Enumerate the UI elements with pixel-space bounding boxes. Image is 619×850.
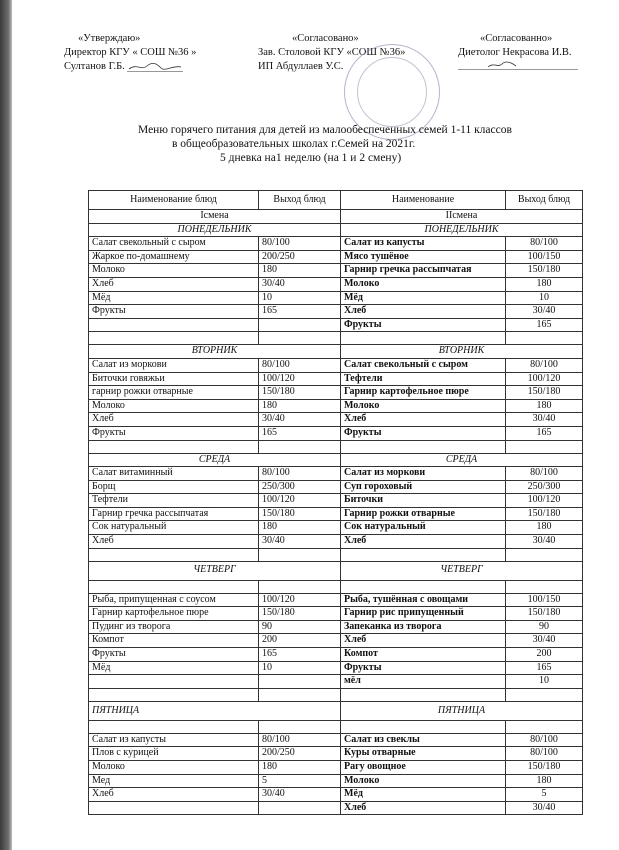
portion-shift-1: 180	[259, 521, 341, 535]
day-name-shift-1: ПОНЕДЕЛЬНИК	[89, 223, 341, 237]
dish-name-shift-1: Фрукты	[89, 426, 259, 440]
empty-cell	[341, 440, 506, 453]
approval-title: «Утверждаю»	[78, 33, 141, 44]
dish-name-shift-1: Молоко	[89, 399, 259, 413]
signature-icon	[458, 60, 578, 70]
dish-name-shift-2: Рыба, тушённая с овощами	[341, 593, 506, 607]
dish-name-shift-1: Плов с курицей	[89, 747, 259, 761]
portion-shift-2: 80/100	[506, 733, 583, 747]
portion-shift-1: 180	[259, 761, 341, 775]
portion-shift-2: 180	[506, 277, 583, 291]
menu-item-row	[89, 507, 583, 521]
approval-position: Зав. Столовой КГУ «СОШ №36»	[258, 47, 406, 58]
dish-name-shift-2: Биточки	[341, 494, 506, 508]
dish-name-shift-1: Салат из капусты	[89, 733, 259, 747]
dish-name-shift-1: Хлеб	[89, 788, 259, 802]
portion-shift-2: 30/40	[506, 413, 583, 427]
dish-name-shift-1: Мёд	[89, 661, 259, 675]
approval-person	[64, 60, 196, 74]
portion-shift-1: 100/120	[259, 494, 341, 508]
dish-name-shift-2: Запеканка из творога	[341, 620, 506, 634]
menu-item-row	[89, 372, 583, 386]
portion-shift-1: 30/40	[259, 535, 341, 549]
dish-name-shift-1: Молоко	[89, 761, 259, 775]
day-name-shift-2: ПЯТНИЦА	[341, 701, 583, 720]
portion-shift-1: 100/120	[259, 372, 341, 386]
portion-shift-1	[259, 675, 341, 689]
menu-item-row	[89, 607, 583, 621]
dish-name-shift-1: Сок натуральный	[89, 521, 259, 535]
day-name-shift-2: ЧЕТВЕРГ	[341, 561, 583, 580]
dish-name-shift-1: Мёд	[89, 291, 259, 305]
menu-item-row	[89, 535, 583, 549]
empty-cell	[89, 720, 259, 733]
portion-shift-1: 10	[259, 661, 341, 675]
day-row	[89, 453, 583, 467]
dish-name-shift-2: Молоко	[341, 399, 506, 413]
spacer-row	[89, 548, 583, 561]
empty-cell	[259, 720, 341, 733]
dish-name-shift-2: Салат свекольный с сыром	[341, 358, 506, 372]
portion-shift-2: 180	[506, 399, 583, 413]
dish-name-shift-1: Рыба, припущенная с соусом	[89, 593, 259, 607]
approval-person: ИП Абдуллаев У.С.	[258, 61, 344, 72]
empty-cell	[89, 332, 259, 345]
header-dish-name-2: Наименование	[341, 191, 506, 210]
menu-item-row	[89, 761, 583, 775]
portion-shift-1: 150/180	[259, 386, 341, 400]
empty-cell	[259, 580, 341, 593]
shift-2-label: IIсмена	[341, 210, 583, 224]
dish-name-shift-1: Фрукты	[89, 305, 259, 319]
menu-item-row	[89, 250, 583, 264]
menu-table	[88, 190, 583, 815]
scan-edge	[0, 0, 12, 850]
dish-name-shift-2: Хлеб	[341, 535, 506, 549]
empty-cell	[89, 440, 259, 453]
empty-cell	[341, 688, 506, 701]
dish-name-shift-1: Салат из моркови	[89, 358, 259, 372]
portion-shift-2: 100/150	[506, 250, 583, 264]
menu-item-row	[89, 521, 583, 535]
dish-name-shift-2: Мёд	[341, 291, 506, 305]
portion-shift-1: 80/100	[259, 733, 341, 747]
portion-shift-2: 200	[506, 648, 583, 662]
dish-name-shift-1: Биточки говяжьи	[89, 372, 259, 386]
dish-name-shift-1: Молоко	[89, 264, 259, 278]
portion-shift-1: 200/250	[259, 747, 341, 761]
portion-shift-2: 150/180	[506, 761, 583, 775]
menu-item-row	[89, 291, 583, 305]
dish-name-shift-2: мёл	[341, 675, 506, 689]
menu-item-row	[89, 318, 583, 332]
approval-position: Диетолог Некрасова И.В.	[458, 47, 572, 58]
portion-shift-1: 5	[259, 774, 341, 788]
portion-shift-1	[259, 801, 341, 815]
menu-item-row	[89, 413, 583, 427]
portion-shift-1	[259, 318, 341, 332]
dish-name-shift-1: Борщ	[89, 480, 259, 494]
dish-name-shift-1: Хлеб	[89, 277, 259, 291]
spacer-row	[89, 580, 583, 593]
portion-shift-1: 200	[259, 634, 341, 648]
dish-name-shift-2: Суп гороховый	[341, 480, 506, 494]
menu-item-row	[89, 661, 583, 675]
dish-name-shift-2: Салат из моркови	[341, 467, 506, 481]
dish-name-shift-2: Компот	[341, 648, 506, 662]
dish-name-shift-1: Жаркое по-домашнему	[89, 250, 259, 264]
empty-cell	[259, 548, 341, 561]
day-row	[89, 345, 583, 359]
menu-item-row	[89, 467, 583, 481]
day-name-shift-1: ВТОРНИК	[89, 345, 341, 359]
portion-shift-1: 180	[259, 264, 341, 278]
dish-name-shift-2: Сок натуральный	[341, 521, 506, 535]
menu-item-row	[89, 277, 583, 291]
portion-shift-1: 80/100	[259, 237, 341, 251]
day-row	[89, 701, 583, 720]
portion-shift-2: 80/100	[506, 467, 583, 481]
menu-item-row	[89, 494, 583, 508]
dish-name-shift-1	[89, 318, 259, 332]
portion-shift-2: 150/180	[506, 264, 583, 278]
dish-name-shift-1: Гарнир гречка рассыпчатая	[89, 507, 259, 521]
dish-name-shift-2: Мёд	[341, 788, 506, 802]
approval-person-name: Султанов Г.Б.	[64, 61, 125, 72]
heading-line-2: в общеобразовательных школах г.Семей на 2021г.	[172, 138, 416, 150]
dish-name-shift-2: Гарнир рис припущенный	[341, 607, 506, 621]
portion-shift-2: 30/40	[506, 535, 583, 549]
portion-shift-1: 80/100	[259, 467, 341, 481]
approval-person	[458, 60, 578, 75]
portion-shift-2: 30/40	[506, 801, 583, 815]
dish-name-shift-1: Мед	[89, 774, 259, 788]
dish-name-shift-1: Гарнир картофельное пюре	[89, 607, 259, 621]
dish-name-shift-1: Хлеб	[89, 535, 259, 549]
menu-item-row	[89, 747, 583, 761]
portion-shift-2: 150/180	[506, 507, 583, 521]
shift-1-label: Iсмена	[89, 210, 341, 224]
empty-cell	[341, 720, 506, 733]
portion-shift-1: 30/40	[259, 788, 341, 802]
menu-item-row	[89, 733, 583, 747]
dish-name-shift-1	[89, 801, 259, 815]
portion-shift-2: 10	[506, 291, 583, 305]
dish-name-shift-2: Гарнир картофельное пюре	[341, 386, 506, 400]
portion-shift-1: 10	[259, 291, 341, 305]
day-name-shift-2: ВТОРНИК	[341, 345, 583, 359]
portion-shift-2: 150/180	[506, 386, 583, 400]
approvals-block	[0, 32, 619, 92]
portion-shift-2: 30/40	[506, 305, 583, 319]
dish-name-shift-2: Гарнир гречка рассыпчатая	[341, 264, 506, 278]
header-dish-name: Наименование блюд	[89, 191, 259, 210]
menu-item-row	[89, 620, 583, 634]
portion-shift-2: 80/100	[506, 237, 583, 251]
portion-shift-2: 150/180	[506, 607, 583, 621]
approval-title: «Согласованно»	[480, 33, 553, 44]
day-name-shift-2: ПОНЕДЕЛЬНИК	[341, 223, 583, 237]
menu-item-row	[89, 774, 583, 788]
empty-cell	[506, 332, 583, 345]
portion-shift-1: 30/40	[259, 413, 341, 427]
dish-name-shift-2: Тефтели	[341, 372, 506, 386]
dish-name-shift-2: Куры отварные	[341, 747, 506, 761]
portion-shift-2: 165	[506, 426, 583, 440]
header-portion: Выход блюд	[259, 191, 341, 210]
heading-line-3: 5 дневка на1 неделю (на 1 и 2 смену)	[220, 152, 402, 164]
dish-name-shift-1: Салат свекольный с сыром	[89, 237, 259, 251]
portion-shift-1: 80/100	[259, 358, 341, 372]
empty-cell	[506, 688, 583, 701]
dish-name-shift-2: Хлеб	[341, 305, 506, 319]
menu-item-row	[89, 358, 583, 372]
dish-name-shift-1: Пудинг из творога	[89, 620, 259, 634]
dish-name-shift-1: Тефтели	[89, 494, 259, 508]
portion-shift-1: 165	[259, 648, 341, 662]
dish-name-shift-1: Салат витаминный	[89, 467, 259, 481]
portion-shift-2: 5	[506, 788, 583, 802]
dish-name-shift-2: Салат из свеклы	[341, 733, 506, 747]
empty-cell	[506, 580, 583, 593]
dish-name-shift-1: гарнир рожки отварные	[89, 386, 259, 400]
day-row	[89, 223, 583, 237]
dish-name-shift-2: Хлеб	[341, 801, 506, 815]
portion-shift-2: 165	[506, 661, 583, 675]
portion-shift-2: 100/150	[506, 593, 583, 607]
portion-shift-1: 200/250	[259, 250, 341, 264]
portion-shift-1: 150/180	[259, 507, 341, 521]
empty-cell	[506, 440, 583, 453]
empty-cell	[89, 688, 259, 701]
empty-cell	[259, 440, 341, 453]
signature-icon	[127, 62, 183, 72]
menu-item-row	[89, 399, 583, 413]
dish-name-shift-1: Компот	[89, 634, 259, 648]
header-portion-2: Выход блюд	[506, 191, 583, 210]
empty-cell	[89, 548, 259, 561]
dish-name-shift-2: Мясо тушёное	[341, 250, 506, 264]
menu-item-row	[89, 593, 583, 607]
dish-name-shift-2: Фрукты	[341, 318, 506, 332]
empty-cell	[341, 548, 506, 561]
empty-cell	[259, 332, 341, 345]
empty-cell	[89, 580, 259, 593]
dish-name-shift-2: Молоко	[341, 774, 506, 788]
menu-item-row	[89, 305, 583, 319]
portion-shift-2: 180	[506, 521, 583, 535]
day-name-shift-2: СРЕДА	[341, 453, 583, 467]
spacer-row	[89, 440, 583, 453]
approval-title: «Согласовано»	[292, 33, 359, 44]
portion-shift-2: 80/100	[506, 747, 583, 761]
dish-name-shift-2: Салат из капусты	[341, 237, 506, 251]
approval-dietologist	[458, 32, 578, 75]
menu-item-row	[89, 426, 583, 440]
empty-cell	[341, 580, 506, 593]
dish-name-shift-2: Фрукты	[341, 426, 506, 440]
dish-name-shift-1: Хлеб	[89, 413, 259, 427]
menu-item-row	[89, 264, 583, 278]
portion-shift-1: 180	[259, 399, 341, 413]
spacer-row	[89, 332, 583, 345]
dish-name-shift-2: Молоко	[341, 277, 506, 291]
dish-name-shift-2: Хлеб	[341, 634, 506, 648]
approval-position: Директор КГУ « СОШ №36 »	[64, 47, 197, 58]
portion-shift-1: 165	[259, 426, 341, 440]
menu-item-row	[89, 386, 583, 400]
menu-item-row	[89, 788, 583, 802]
approval-director	[64, 32, 196, 74]
dish-name-shift-1: Фрукты	[89, 648, 259, 662]
portion-shift-2: 80/100	[506, 358, 583, 372]
portion-shift-2: 100/120	[506, 372, 583, 386]
portion-shift-2: 165	[506, 318, 583, 332]
menu-item-row	[89, 801, 583, 815]
portion-shift-1: 150/180	[259, 607, 341, 621]
spacer-row	[89, 720, 583, 733]
portion-shift-2: 10	[506, 675, 583, 689]
dish-name-shift-2: Фрукты	[341, 661, 506, 675]
portion-shift-1: 90	[259, 620, 341, 634]
day-name-shift-1: ПЯТНИЦА	[89, 701, 341, 720]
dish-name-shift-2: Гарнир рожки отварные	[341, 507, 506, 521]
menu-item-row	[89, 675, 583, 689]
portion-shift-2: 100/120	[506, 494, 583, 508]
portion-shift-2: 180	[506, 774, 583, 788]
day-name-shift-1: ЧЕТВЕРГ	[89, 561, 341, 580]
portion-shift-2: 90	[506, 620, 583, 634]
dish-name-shift-2: Рагу овощное	[341, 761, 506, 775]
menu-item-row	[89, 480, 583, 494]
portion-shift-1: 100/120	[259, 593, 341, 607]
spacer-row	[89, 688, 583, 701]
dish-name-shift-1	[89, 675, 259, 689]
empty-cell	[506, 720, 583, 733]
menu-item-row	[89, 634, 583, 648]
heading-line-1: Меню горячего питания для детей из малообеспеченных семей 1-11 классов	[138, 124, 512, 136]
empty-cell	[341, 332, 506, 345]
menu-item-row	[89, 237, 583, 251]
portion-shift-1: 165	[259, 305, 341, 319]
portion-shift-1: 250/300	[259, 480, 341, 494]
menu-item-row	[89, 648, 583, 662]
empty-cell	[506, 548, 583, 561]
day-row	[89, 561, 583, 580]
empty-cell	[259, 688, 341, 701]
day-name-shift-1: СРЕДА	[89, 453, 341, 467]
portion-shift-2: 250/300	[506, 480, 583, 494]
dish-name-shift-2: Хлеб	[341, 413, 506, 427]
portion-shift-2: 30/40	[506, 634, 583, 648]
menu-table-body	[89, 210, 583, 815]
portion-shift-1: 30/40	[259, 277, 341, 291]
